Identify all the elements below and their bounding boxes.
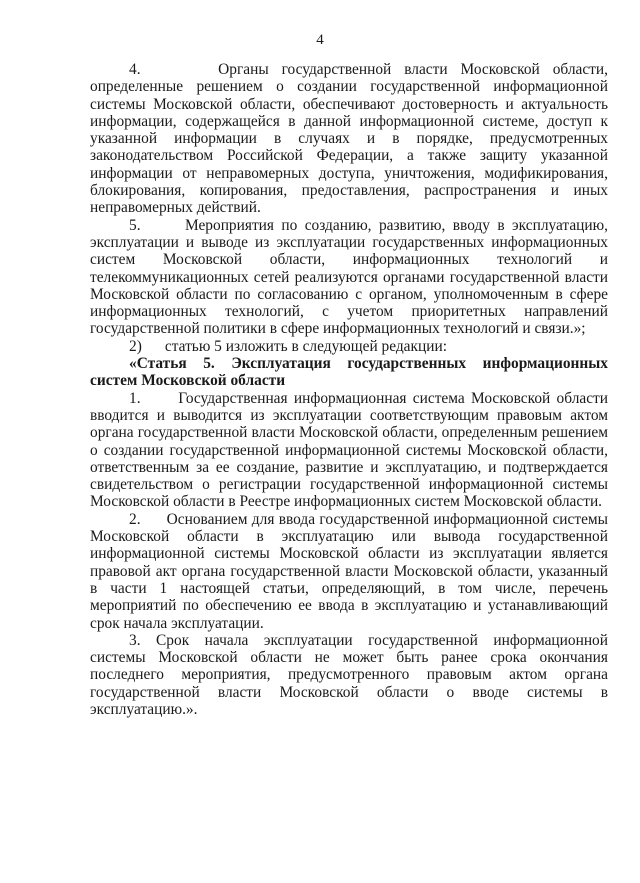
article-5-part-3: 3. Срок начала эксплуатации государственной информационной системы Московской области не может быть ранее срока окончания последнего мероприятия, предусмотренного правовым актом органа государственной власти Московской области о вводе системы в эксплуатацию.».	[90, 631, 608, 718]
page-number: 4	[316, 32, 324, 48]
paragraph-5-measures: 5. Мероприятия по созданию, развитию, вводу в эксплуатацию, эксплуатации и выводе из эксплуатации государственных информационных систем Московской области, информационных технологий и телекоммуникационных сетей реализуются органами государственной власти Московской области по согласованию с органом, уполномоченным в сфере информационных технологий, с учетом приоритетных направлений государственной политики в сфере информационных технологий и связи.»;	[90, 216, 608, 338]
amendment-item-2: 2) статью 5 изложить в следующей редакции:	[129, 337, 447, 355]
article-5-part-1: 1. Государственная информационная система Московской области вводится и выводится из эксплуатации соответствующим правовым актом органа государственной власти Московской области, определенным решением о создании государственной информационной системы Московской области, ответственным за ее создание, развитие и эксплуатацию, и подтверждается свидетельством о регистрации государственной информационной системы Московской области в Реестре информационных систем Московской области.	[90, 389, 608, 511]
article-5-heading: «Статья 5. Эксплуатация государственных информационных систем Московской области	[90, 355, 608, 390]
article-5-part-2: 2. Основанием для ввода государственной информационной системы Московской области в эксплуатацию или вывода государственной информационной системы Московской области из эксплуатации является правовой акт органа государственной власти Московской области, указанный в части 1 настоящей статьи, определяющий, в том числе, перечень мероприятий по обеспечению ее ввода в эксплуатацию и устанавливающий срок начала эксплуатации.	[90, 510, 608, 632]
paragraph-4-state-bodies: 4. Органы государственной власти Московской области, определенные решением о создании государственной информационной системы Московской области, обеспечивают достоверность и актуальность информации, содержащейся в данной информационной системе, доступ к указанной информации в случаях и в порядке, предусмотренных законодательством Российской Федерации, а также защиту указанной информации от неправомерных доступа, уничтожения, модификирования, блокирования, копирования, предоставления, распространения и иных неправомерных действий.	[90, 61, 608, 217]
document-body	[90, 61, 608, 718]
